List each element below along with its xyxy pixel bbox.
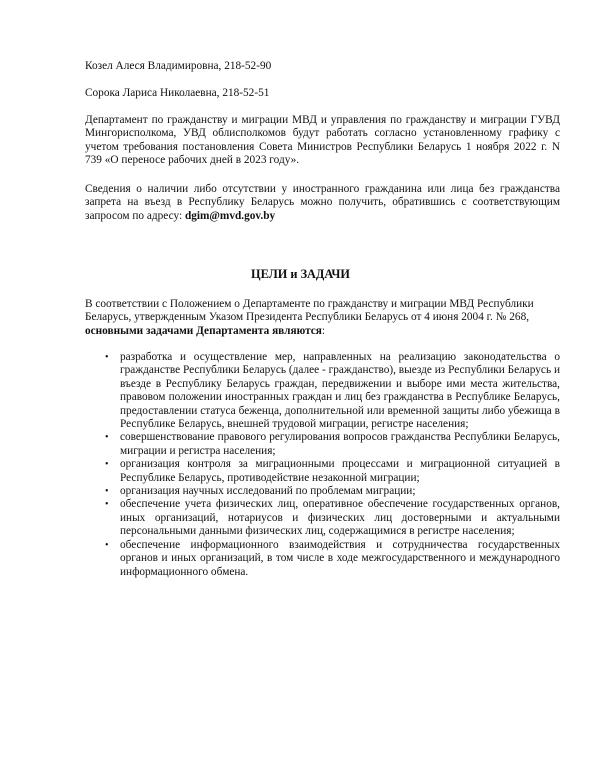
bullet-icon: •	[105, 352, 109, 363]
task-text: совершенствование правового регулирования вопросов гражданства Республики Беларусь, миграции и регистра населения;	[120, 431, 560, 457]
contact-line-2: Сорока Лариса Николаевна, 218-52-51	[85, 87, 270, 99]
entry-ban-text: Сведения о наличии либо отсутствии у иностранного гражданина или лица без гражданства запрета на въезд в Республику Беларусь можно получить, обратившись с соответствующим запросом по адресу:	[85, 183, 560, 222]
task-text: обеспечение информационного взаимодействия и сотрудничества государственных органов и иных организаций, в том числе в ходе межгосударственного и международного информационного обмена.	[120, 538, 560, 578]
list-item	[105, 498, 560, 538]
contact-line-1: Козел Алеся Владимировна, 218-52-90	[85, 60, 272, 72]
bullet-icon: •	[105, 539, 109, 551]
bullet-icon: •	[105, 459, 109, 471]
intro-bold-text: основными задачами Департамента являются	[85, 324, 322, 337]
schedule-paragraph: Департамент по гражданству и миграции МВД и управления по гражданству и миграции ГУВД Мингорисполкома, УВД облисполкомов будут работать согласно установленному графику с учетом требования постановления Совета Министров Республики Беларусь 1 ноября 2022 г. N 739 «О переносе рабочих дней в 2023 году».	[85, 114, 560, 167]
contact-email: dgim@mvd.gov.by	[184, 209, 276, 222]
task-text: организация контроля за миграционными процессами и миграционной ситуацией в Республике Беларусь, противодействие незаконной миграции;	[120, 458, 560, 484]
list-item	[105, 538, 560, 579]
task-text: обеспечение учета физических лиц, оперативное обеспечение государственных органов, иных организаций, нотариусов и физических лиц достоверными и актуальными персональными данными физических лиц, содержащимися в регистре населения;	[120, 498, 560, 538]
list-item	[105, 351, 560, 431]
task-text: разработка и осуществление мер, направленных на реализацию законодательства о гражданстве Республики Беларусь (далее - гражданство), выезде из Республики Беларусь и въезде в Республику Беларусь граждан, передвижении и выборе ими места жительства, правовом положении иностранных граждан и лиц без гражданства в Республике Беларусь, предоставлении статуса беженца, дополнительной или временной защиты либо убежища в Республике Беларусь, внешней трудовой миграции, регистре населения;	[120, 351, 560, 431]
task-text: организация научных исследований по проблемам миграции;	[120, 485, 416, 498]
intro-paragraph	[85, 298, 560, 338]
list-item	[105, 485, 560, 498]
entry-ban-paragraph	[85, 183, 560, 223]
bullet-icon: •	[105, 432, 109, 444]
tasks-list	[105, 351, 560, 579]
list-item	[105, 458, 560, 485]
bullet-icon: •	[105, 486, 109, 498]
intro-tail: :	[321, 324, 326, 337]
list-item	[105, 431, 560, 458]
section-title: ЦЕЛИ и ЗАДАЧИ	[251, 267, 350, 281]
bullet-icon: •	[105, 499, 109, 511]
intro-text: В соответствии с Положением о Департаменте по гражданству и миграции МВД Республики Беларусь, утвержденным Указом Президента Республики Беларусь от 4 июня 2004 г. № 268,	[85, 298, 534, 324]
